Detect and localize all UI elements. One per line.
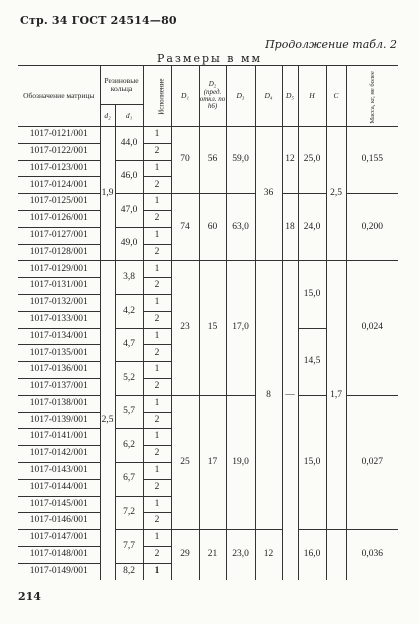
header-D4: D₄	[255, 66, 282, 127]
D2-cell: 17	[199, 395, 226, 529]
H-cell: 25,0	[298, 127, 326, 194]
execution-cell: 2	[143, 278, 171, 295]
C-cell: 2,5	[326, 127, 346, 261]
C-cell	[326, 530, 346, 580]
H-cell: 24,0	[298, 194, 326, 261]
execution-cell: 1	[143, 462, 171, 479]
designation-cell: 1017-0144/001	[18, 479, 100, 496]
designation-cell: 1017-0131/001	[18, 278, 100, 295]
execution-cell: 2	[143, 546, 171, 563]
mass-cell: 0,036	[346, 530, 398, 580]
H-cell: 15,0	[298, 261, 326, 328]
execution-cell: 1	[143, 530, 171, 547]
designation-cell: 1017-0128/001	[18, 244, 100, 261]
D5-cell: 18	[282, 194, 298, 261]
d1-cell: 5,2	[115, 362, 143, 396]
header-D3: D₃	[226, 66, 255, 127]
D3-cell: 23,0	[226, 530, 255, 580]
execution-cell: 1	[143, 261, 171, 278]
execution-cell: 1	[143, 429, 171, 446]
execution-cell: 1	[143, 127, 171, 144]
d2-cell: 2,5	[100, 261, 115, 580]
designation-cell: 1017-0137/001	[18, 378, 100, 395]
execution-cell: 1	[143, 294, 171, 311]
designation-cell: 1017-0124/001	[18, 177, 100, 194]
d1-cell: 5,7	[115, 395, 143, 429]
d1-cell: 47,0	[115, 194, 143, 228]
table-body	[18, 127, 398, 581]
execution-cell: 1	[143, 362, 171, 379]
designation-cell: 1017-0126/001	[18, 210, 100, 227]
d1-cell: 44,0	[115, 127, 143, 161]
D3-cell: 63,0	[226, 194, 255, 261]
D4-cell: 8	[255, 261, 282, 530]
mass-cell: 0,155	[346, 127, 398, 194]
designation-cell: 1017-0149/001	[29, 566, 88, 577]
header-H: H	[298, 66, 326, 127]
d1-cell: 6,2	[115, 429, 143, 463]
execution-cell: 1	[143, 227, 171, 244]
designation-cell: 1017-0146/001	[18, 513, 100, 530]
designation-cell: 1017-0148/001	[18, 546, 100, 563]
header-rings: Резиновые кольца	[100, 66, 143, 105]
execution-cell: 2	[143, 345, 171, 362]
mass-cell: 0,024	[346, 261, 398, 395]
header-C: C	[326, 66, 346, 127]
designation-cell: 1017-0135/001	[18, 345, 100, 362]
execution-cell: 1	[143, 328, 171, 345]
page-number: 214	[18, 590, 41, 603]
d1-cell: 49,0	[115, 227, 143, 261]
continuation-label: Продолжение табл. 2	[265, 38, 397, 51]
designation-cell: 1017-0125/001	[18, 194, 100, 211]
mass-cell: 0,027	[346, 395, 398, 529]
header-d1: d₁	[115, 105, 143, 127]
designation-cell: 1017-0138/001	[18, 395, 100, 412]
H-cell: 14,5	[298, 328, 326, 395]
designation-cell: 1017-0122/001	[18, 143, 100, 160]
execution-cell: 1	[143, 395, 171, 412]
execution-cell: 1	[143, 160, 171, 177]
designation-cell: 1017-0136/001	[18, 362, 100, 379]
dimensions-table	[18, 65, 398, 580]
execution-cell: 2	[143, 446, 171, 463]
table-row	[18, 261, 398, 278]
D1-cell: 29	[171, 530, 199, 580]
execution-cell: 2	[143, 244, 171, 261]
C-cell: 1,7	[326, 261, 346, 530]
header-mass: Масса, кг, не более	[346, 66, 398, 127]
header-D2: D₂ (пред. откл. по h6)	[199, 66, 226, 127]
execution-cell: 2	[143, 513, 171, 530]
header-D5: D₅	[282, 66, 298, 127]
H-cell: 15,0	[298, 395, 326, 529]
d1-cell: 4,7	[115, 328, 143, 362]
D3-cell: 17,0	[226, 261, 255, 395]
D1-cell: 25	[171, 395, 199, 529]
D2-cell: 60	[199, 194, 226, 261]
D3-cell: 19,0	[226, 395, 255, 529]
d1-cell: 46,0	[115, 160, 143, 194]
D5-cell: —	[282, 261, 298, 530]
execution-cell: 2	[143, 210, 171, 227]
designation-cell: 1017-0141/001	[18, 429, 100, 446]
H-cell: 16,0	[298, 530, 326, 580]
execution-cell: 1	[143, 496, 171, 513]
D5-cell: 12	[282, 127, 298, 194]
D5-cell	[282, 530, 298, 580]
execution-cell: 1	[143, 563, 171, 580]
d1-cell: 4,2	[115, 294, 143, 328]
d2-cell: 1,9	[100, 127, 115, 261]
header-execution: Исполнение	[143, 66, 171, 127]
designation-cell: 1017-0121/001	[18, 127, 100, 144]
header-D1: D₁	[171, 66, 199, 127]
execution-cell: 2	[143, 412, 171, 429]
D3-cell: 59,0	[226, 127, 255, 194]
designation-cell: 1017-0143/001	[18, 462, 100, 479]
units-caption: Размеры в мм	[156, 52, 263, 65]
d1-cell: 8,2	[115, 563, 143, 580]
D1-cell: 74	[171, 194, 199, 261]
D2-cell: 15	[199, 261, 226, 395]
designation-cell: 1017-0123/001	[18, 160, 100, 177]
execution-cell: 1	[143, 194, 171, 211]
table-row	[18, 530, 398, 547]
page-header: Стр. 34 ГОСТ 24514—80	[20, 14, 177, 27]
execution-cell: 2	[143, 479, 171, 496]
designation-cell: 1017-0139/001	[18, 412, 100, 429]
d1-cell: 7,2	[115, 496, 143, 530]
designation-cell: 1017-0134/001	[18, 328, 100, 345]
execution-cell: 2	[143, 177, 171, 194]
designation-cell: 1017-0127/001	[18, 227, 100, 244]
D4-cell: 36	[255, 127, 282, 261]
designation-cell: 1017-0132/001	[18, 294, 100, 311]
d1-cell: 6,7	[115, 462, 143, 496]
D1-cell: 23	[171, 261, 199, 395]
mass-cell: 0,200	[346, 194, 398, 261]
d1-cell: 7,7	[115, 530, 143, 564]
D2-cell: 21	[199, 530, 226, 580]
table-row	[18, 127, 398, 144]
execution-cell: 2	[143, 143, 171, 160]
D4-cell: 12	[255, 530, 282, 580]
header-d2: d₂	[100, 105, 115, 127]
designation-cell: 1017-0147/001	[18, 530, 100, 547]
header-designation: Обозначение матрицы	[18, 66, 100, 127]
designation-cell: 1017-0129/001	[18, 261, 100, 278]
D1-cell: 70	[171, 127, 199, 194]
designation-cell: 1017-0142/001	[18, 446, 100, 463]
execution-cell: 2	[143, 311, 171, 328]
designation-cell: 1017-0133/001	[18, 311, 100, 328]
execution-cell: 2	[143, 378, 171, 395]
D2-cell: 56	[199, 127, 226, 194]
d1-cell: 3,8	[115, 261, 143, 295]
designation-cell: 1017-0145/001	[18, 496, 100, 513]
